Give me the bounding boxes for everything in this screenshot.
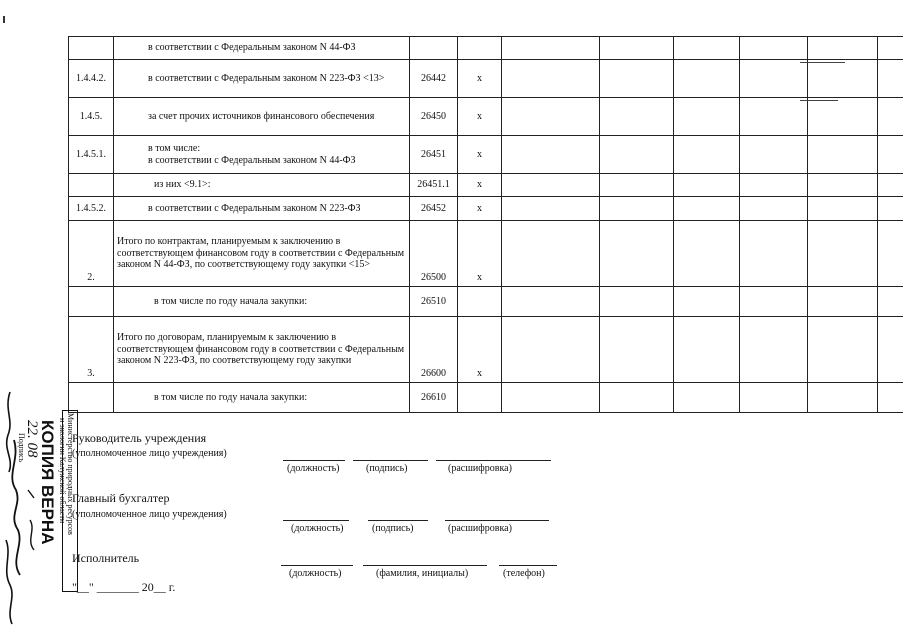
executor-phone-line: [499, 565, 557, 566]
empty-cell: [740, 287, 808, 317]
empty-cell: [502, 37, 600, 60]
row-number: 1.4.4.2.: [69, 60, 114, 98]
row-number: 1.4.5.: [69, 98, 114, 136]
empty-cell: [740, 197, 808, 221]
row-mark: [458, 383, 502, 413]
row-mark: x: [458, 136, 502, 174]
stamp-ministry-2: и экологии Калужской области: [58, 418, 67, 524]
empty-cell: [808, 136, 878, 174]
table-row: [69, 174, 903, 197]
empty-cell: [674, 37, 740, 60]
row-code: 26451.1: [410, 174, 458, 197]
row-code: 26510: [410, 287, 458, 317]
head-signature-line: [353, 460, 428, 461]
empty-cell: [600, 383, 674, 413]
row-mark: x: [458, 197, 502, 221]
row-number: [69, 287, 114, 317]
stamp-ministry: Министерство природных ресурсов: [66, 413, 75, 535]
empty-cell: [502, 136, 600, 174]
empty-cell: [674, 221, 740, 287]
row-mark: x: [458, 317, 502, 383]
handwritten-signature: [0, 380, 40, 630]
row-code: 26600: [410, 317, 458, 383]
row-mark: [458, 287, 502, 317]
empty-cell: [808, 98, 878, 136]
row-name: [114, 136, 410, 174]
empty-cell: [878, 287, 903, 317]
row-code: [410, 37, 458, 60]
table-row: [69, 317, 903, 383]
date-line: "__" _______ 20__ г.: [72, 580, 176, 594]
empty-cell: [674, 60, 740, 98]
accountant-signature-line: [368, 520, 428, 521]
empty-cell: [808, 317, 878, 383]
row-mark: x: [458, 60, 502, 98]
table-row: [69, 383, 903, 413]
empty-cell: [808, 60, 878, 98]
executor-caption-phone: (телефон): [503, 568, 545, 579]
empty-cell: [674, 383, 740, 413]
row-number: [69, 383, 114, 413]
row-number: [69, 37, 114, 60]
empty-cell: [740, 383, 808, 413]
empty-cell: [674, 98, 740, 136]
table-row: [69, 37, 903, 60]
accountant-position-line: [283, 520, 349, 521]
row-number: 1.4.5.2.: [69, 197, 114, 221]
accountant-caption-signature: (подпись): [372, 523, 414, 534]
row-name: в соответствии с Федеральным законом N 223-ФЗ <13>: [114, 60, 410, 98]
row-number: 3.: [69, 317, 114, 383]
empty-cell: [808, 221, 878, 287]
row-name: из них <9.1>:: [114, 174, 410, 197]
row-number: 2.: [69, 221, 114, 287]
row-mark: x: [458, 98, 502, 136]
row-name: в том числе по году начала закупки:: [114, 287, 410, 317]
empty-cell: [878, 317, 903, 383]
empty-cell: [600, 60, 674, 98]
empty-cell: [808, 383, 878, 413]
head-position-line: [283, 460, 345, 461]
row-name-text: в соответствии с Федеральным законом N 44-ФЗ: [148, 154, 356, 166]
row-code: 26500: [410, 221, 458, 287]
empty-cell: [878, 221, 903, 287]
row-number: [69, 174, 114, 197]
empty-cell: [878, 197, 903, 221]
stamp-signature-label: Подпись: [17, 433, 26, 463]
empty-cell: [502, 221, 600, 287]
empty-cell: [674, 136, 740, 174]
empty-cell: [600, 221, 674, 287]
table-row: [69, 60, 903, 98]
empty-cell: [600, 98, 674, 136]
head-decoding-line: [436, 460, 551, 461]
empty-cell: [740, 136, 808, 174]
empty-cell: [878, 383, 903, 413]
executor-caption-position: (должность): [289, 568, 342, 579]
empty-cell: [674, 197, 740, 221]
plan-table: [68, 36, 903, 413]
table-row: [69, 98, 903, 136]
empty-cell: [600, 174, 674, 197]
row-name-prefix: в том числе:: [148, 143, 201, 154]
head-caption-position: (должность): [287, 463, 340, 474]
row-code: 26452: [410, 197, 458, 221]
empty-cell: [502, 98, 600, 136]
row-mark: [458, 37, 502, 60]
empty-cell: [674, 287, 740, 317]
empty-cell: [600, 37, 674, 60]
row-code: 26451: [410, 136, 458, 174]
table-row: [69, 287, 903, 317]
scan-mark: [3, 16, 5, 23]
accountant-caption-position: (должность): [291, 523, 344, 534]
empty-cell: [808, 287, 878, 317]
empty-cell: [740, 98, 808, 136]
row-name: Итого по договорам, планируемым к заключению в соответствующем финансовом году в соответствии с Федеральным законом N 223-ФЗ, по соответствующему году закупки: [114, 317, 410, 383]
executor-caption-fullname: (фамилия, инициалы): [376, 568, 469, 579]
empty-cell: [502, 60, 600, 98]
empty-cell: [600, 136, 674, 174]
empty-cell: [502, 287, 600, 317]
empty-cell: [808, 197, 878, 221]
row-name: в соответствии с Федеральным законом N 223-ФЗ: [114, 197, 410, 221]
row-number: 1.4.5.1.: [69, 136, 114, 174]
head-title: Руководитель учреждения: [72, 431, 207, 445]
empty-cell: [674, 317, 740, 383]
head-caption-signature: (подпись): [366, 463, 408, 474]
empty-cell: [878, 60, 903, 98]
head-caption-decoding: (расшифровка): [448, 463, 512, 474]
table-row: [69, 221, 903, 287]
empty-cell: [600, 197, 674, 221]
empty-cell: [878, 37, 903, 60]
empty-cell: [808, 174, 878, 197]
empty-cell: [878, 174, 903, 197]
accountant-authorized: (уполномоченное лицо учреждения): [72, 509, 227, 520]
empty-cell: [502, 383, 600, 413]
table-row: [69, 197, 903, 221]
accountant-title: Главный бухгалтер: [72, 491, 170, 505]
empty-cell: [740, 60, 808, 98]
empty-cell: [878, 98, 903, 136]
row-name: в соответствии с Федеральным законом N 44-ФЗ: [114, 37, 410, 60]
empty-cell: [600, 317, 674, 383]
accountant-decoding-line: [445, 520, 549, 521]
row-name: Итого по контрактам, планируемым к заключению в соответствующем финансовом году в соответствии с Федеральным законом N 44-ФЗ, по соответствующему году закупки <15>: [114, 221, 410, 287]
head-authorized: (уполномоченное лицо учреждения): [72, 448, 227, 459]
executor-title: Исполнитель: [72, 551, 140, 565]
row-code: 26442: [410, 60, 458, 98]
empty-cell: [878, 136, 903, 174]
row-name: в том числе по году начала закупки:: [114, 383, 410, 413]
empty-cell: [674, 174, 740, 197]
empty-cell: [502, 174, 600, 197]
row-code: 26450: [410, 98, 458, 136]
row-code: 26610: [410, 383, 458, 413]
table-row: [69, 136, 903, 174]
stamp-title: КОПИЯ ВЕРНА: [38, 420, 57, 545]
stray-line: [800, 100, 838, 101]
stamp-date: 22. 08: [24, 420, 40, 458]
empty-cell: [600, 287, 674, 317]
empty-cell: [808, 37, 878, 60]
empty-cell: [740, 221, 808, 287]
executor-position-line: [281, 565, 353, 566]
empty-cell: [740, 174, 808, 197]
accountant-caption-decoding: (расшифровка): [448, 523, 512, 534]
row-name: за счет прочих источников финансового обеспечения: [114, 98, 410, 136]
empty-cell: [740, 317, 808, 383]
empty-cell: [502, 197, 600, 221]
row-mark: x: [458, 221, 502, 287]
stray-line: [800, 62, 845, 63]
row-mark: x: [458, 174, 502, 197]
empty-cell: [502, 317, 600, 383]
empty-cell: [740, 37, 808, 60]
executor-fullname-line: [363, 565, 487, 566]
